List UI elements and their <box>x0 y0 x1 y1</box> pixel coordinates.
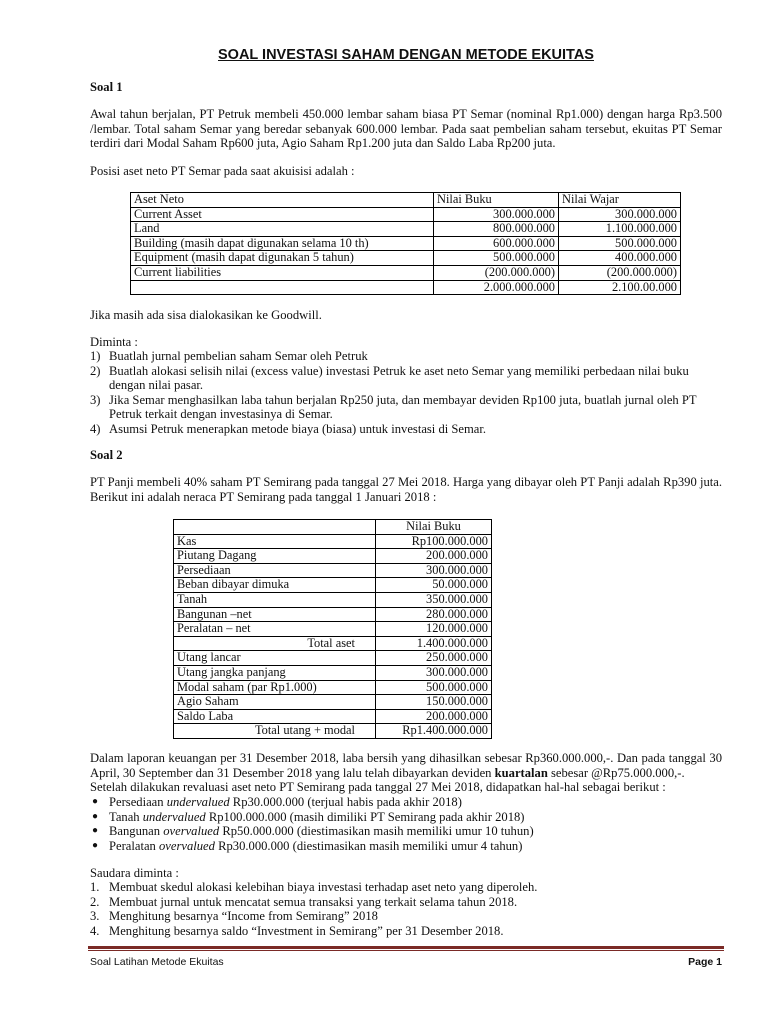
row-value: 300.000.000 <box>376 563 492 578</box>
bullet-text: Rp30.000.000 (terjual habis pada akhir 2018) <box>229 795 462 809</box>
soal2-heading: Soal 2 <box>90 448 123 462</box>
soal1-diminta-label: Diminta : <box>90 335 138 349</box>
footer-rule-thick <box>88 946 724 949</box>
soal1-net-asset-table <box>130 192 681 295</box>
row-label: Current liabilities <box>131 265 434 280</box>
table-total-row <box>174 636 492 651</box>
row-value: 120.000.000 <box>376 622 492 637</box>
row-label: Bangunan –net <box>174 607 376 622</box>
list-text: Buatlah jurnal pembelian saham Semar oleh Petruk <box>109 349 368 363</box>
row-label: Kas <box>174 534 376 549</box>
row-label: Utang jangka panjang <box>174 665 376 680</box>
row-value: 280.000.000 <box>376 607 492 622</box>
table-header-row <box>131 193 681 208</box>
col-header-blank <box>174 520 376 535</box>
table-row <box>131 251 681 266</box>
table-total-row <box>174 724 492 739</box>
laporan-bold: kuartalan <box>494 765 548 780</box>
goodwill-note: Jika masih ada sisa dialokasikan ke Goodwill. <box>90 308 322 322</box>
row-nilai-buku: 500.000.000 <box>434 251 559 266</box>
list-item <box>90 349 722 364</box>
row-nilai-wajar: 300.000.000 <box>559 207 681 222</box>
list-text: Menghitung besarnya saldo “Investment in Semirang” per 31 Desember 2018. <box>109 923 504 938</box>
table-row <box>174 680 492 695</box>
row-value: 500.000.000 <box>376 680 492 695</box>
row-label: Current Asset <box>131 207 434 222</box>
soal2-task-list <box>90 880 722 938</box>
row-value: 300.000.000 <box>376 665 492 680</box>
col-header-nilai-buku: Nilai Buku <box>376 520 492 535</box>
row-label: Saldo Laba <box>174 709 376 724</box>
bullet-text: Rp50.000.000 (diestimasikan masih memiliki umur 10 tuhun) <box>219 824 534 839</box>
bullet-emphasis: overvalued <box>159 838 215 853</box>
list-number: 3. <box>90 909 100 924</box>
bullet-icon: ● <box>92 810 99 822</box>
table-row <box>131 236 681 251</box>
table-row <box>174 534 492 549</box>
list-item <box>90 810 722 825</box>
list-item <box>90 924 722 939</box>
row-nilai-wajar: 400.000.000 <box>559 251 681 266</box>
row-nilai-buku: 300.000.000 <box>434 207 559 222</box>
row-nilai-wajar: 1.100.000.000 <box>559 222 681 237</box>
soal2-revaluasi: Setelah dilakukan revaluasi aset neto PT Semirang pada tanggal 27 Mei 2018, didapatkan hal-hal sebagai berikut : <box>90 780 666 794</box>
bullet-emphasis: undervalued <box>166 795 230 809</box>
footer-rule-thin <box>88 950 724 951</box>
row-value: 1.400.000.000 <box>376 636 492 651</box>
row-label: Modal saham (par Rp1.000) <box>174 680 376 695</box>
row-label: Persediaan <box>174 563 376 578</box>
list-item <box>90 909 722 924</box>
table-row <box>131 207 681 222</box>
soal2-intro: PT Panji membeli 40% saham PT Semirang pada tanggal 27 Mei 2018. Harga yang dibayar oleh PT Panji adalah Rp390 juta. Berikut ini adalah neraca PT Semirang pada tanggal 1 Januari 2018 : <box>90 475 722 504</box>
table-row <box>131 222 681 237</box>
row-label: Beban dibayar dimuka <box>174 578 376 593</box>
row-label: Equipment (masih dapat digunakan 5 tahun) <box>131 251 434 266</box>
soal2-bullet-list <box>90 795 722 853</box>
table-row <box>174 549 492 564</box>
table-row <box>174 695 492 710</box>
row-value: 150.000.000 <box>376 695 492 710</box>
soal1-posisi: Posisi aset neto PT Semar pada saat akuisisi adalah : <box>90 164 355 178</box>
list-text: Buatlah alokasi selisih nilai (excess value) investasi Petruk ke aset neto Semar yang memiliki perbedaan nilai buku dengan nilai pasar. <box>109 363 689 393</box>
bullet-icon: ● <box>92 839 99 851</box>
row-label <box>131 280 434 295</box>
bullet-text: Rp100.000.000 (masih dimiliki PT Semirang pada akhir 2018) <box>205 809 525 824</box>
list-item <box>90 839 722 854</box>
list-text: Membuat jurnal untuk mencatat semua transaksi yang terkait selama tahun 2018. <box>109 894 518 909</box>
list-text: Asumsi Petruk menerapkan metode biaya (biasa) untuk investasi di Semar. <box>109 421 487 436</box>
list-item <box>90 880 722 895</box>
row-value: Rp100.000.000 <box>376 534 492 549</box>
row-nilai-buku: 2.000.000.000 <box>434 280 559 295</box>
row-label: Utang lancar <box>174 651 376 666</box>
table-row <box>174 592 492 607</box>
soal1-heading: Soal 1 <box>90 80 123 94</box>
row-label: Land <box>131 222 434 237</box>
col-header-nilai-wajar: Nilai Wajar <box>559 193 681 208</box>
soal2-balance-sheet-table <box>173 519 492 739</box>
row-nilai-buku: 800.000.000 <box>434 222 559 237</box>
row-value: 200.000.000 <box>376 549 492 564</box>
table-row <box>174 665 492 680</box>
list-item <box>90 393 722 422</box>
bullet-icon: ● <box>92 796 99 807</box>
col-header-nilai-buku: Nilai Buku <box>434 193 559 208</box>
soal1-task-list <box>90 349 722 437</box>
row-label: Total aset <box>174 636 376 651</box>
bullet-text: Persediaan <box>109 795 167 809</box>
row-nilai-buku: 600.000.000 <box>434 236 559 251</box>
row-label: Piutang Dagang <box>174 549 376 564</box>
bullet-emphasis: overvalued <box>163 824 220 839</box>
table-row <box>174 578 492 593</box>
list-number: 2) <box>90 363 101 378</box>
bullet-icon: ● <box>92 825 99 837</box>
table-row <box>174 622 492 637</box>
list-number: 4. <box>90 923 100 938</box>
table-row <box>174 651 492 666</box>
bullet-emphasis: undervalued <box>142 809 206 824</box>
list-text: Jika Semar menghasilkan laba tahun berjalan Rp250 juta, dan membayar deviden Rp100 juta, buatlah jurnal oleh PT Petruk terkait dengan investasinya di Semar. <box>109 392 697 422</box>
laporan-text: Dalam laporan keuangan per 31 Desember 2018, laba bersih yang dihasilkan sebesar Rp360.000.000,-. Dan pada tanggal 30 April, 30 September dan 31 Desember 2018 yang lalu telah dibayarkan deviden <box>90 751 722 780</box>
bullet-text: Peralatan <box>109 838 159 853</box>
row-label: Total utang + modal <box>174 724 376 739</box>
footer-title: Soal Latihan Metode Ekuitas <box>90 956 224 968</box>
table-total-row <box>131 280 681 295</box>
list-number: 2. <box>90 894 100 909</box>
row-label: Agio Saham <box>174 695 376 710</box>
list-number: 4) <box>90 421 101 436</box>
soal2-laporan <box>90 751 722 780</box>
table-row <box>131 265 681 280</box>
list-text: Membuat skedul alokasi kelebihan biaya investasi terhadap aset neto yang diperoleh. <box>109 880 538 894</box>
row-value: Rp1.400.000.000 <box>376 724 492 739</box>
list-number: 1. <box>90 880 100 894</box>
row-label: Peralatan – net <box>174 622 376 637</box>
list-text: Menghitung besarnya “Income from Semirang” 2018 <box>109 909 378 924</box>
table-row <box>174 607 492 622</box>
list-item <box>90 895 722 910</box>
list-item <box>90 824 722 839</box>
row-nilai-buku: (200.000.000) <box>434 265 559 280</box>
laporan-text-end: sebesar @Rp75.000.000,-. <box>547 765 685 780</box>
row-label: Tanah <box>174 592 376 607</box>
table-header-row <box>174 520 492 535</box>
table-row <box>174 563 492 578</box>
list-item <box>90 795 722 810</box>
row-value: 350.000.000 <box>376 592 492 607</box>
page-number: Page 1 <box>688 956 722 968</box>
row-value: 250.000.000 <box>376 651 492 666</box>
list-number: 3) <box>90 392 101 407</box>
bullet-text: Tanah <box>109 809 143 824</box>
row-value: 200.000.000 <box>376 709 492 724</box>
document-title: SOAL INVESTASI SAHAM DENGAN METODE EKUITAS <box>218 47 594 63</box>
bullet-text: Bangunan <box>109 824 164 839</box>
list-number: 1) <box>90 349 101 363</box>
col-header-aset-neto: Aset Neto <box>131 193 434 208</box>
soal1-intro: Awal tahun berjalan, PT Petruk membeli 450.000 lembar saham biasa PT Semar (nominal Rp1.000) dengan harga Rp3.500 /lembar. Total saham Semar yang beredar sebanyak 600.000 lembar. Pada saat pembelian saham tersebut, ekuitas PT Semar terdiri dari Modal Saham Rp600 juta, Agio Saham Rp1.200 juta dan Saldo Laba Rp200 juta. <box>90 107 722 151</box>
row-value: 50.000.000 <box>376 578 492 593</box>
table-row <box>174 709 492 724</box>
bullet-text: Rp30.000.000 (diestimasikan masih memiliki umur 4 tahun) <box>214 838 523 853</box>
row-nilai-wajar: (200.000.000) <box>559 265 681 280</box>
soal2-diminta-label: Saudara diminta : <box>90 866 179 880</box>
row-label: Building (masih dapat digunakan selama 10 th) <box>131 236 434 251</box>
row-nilai-wajar: 2.100.00.000 <box>559 280 681 295</box>
row-nilai-wajar: 500.000.000 <box>559 236 681 251</box>
list-item <box>90 422 722 437</box>
list-item <box>90 364 722 393</box>
